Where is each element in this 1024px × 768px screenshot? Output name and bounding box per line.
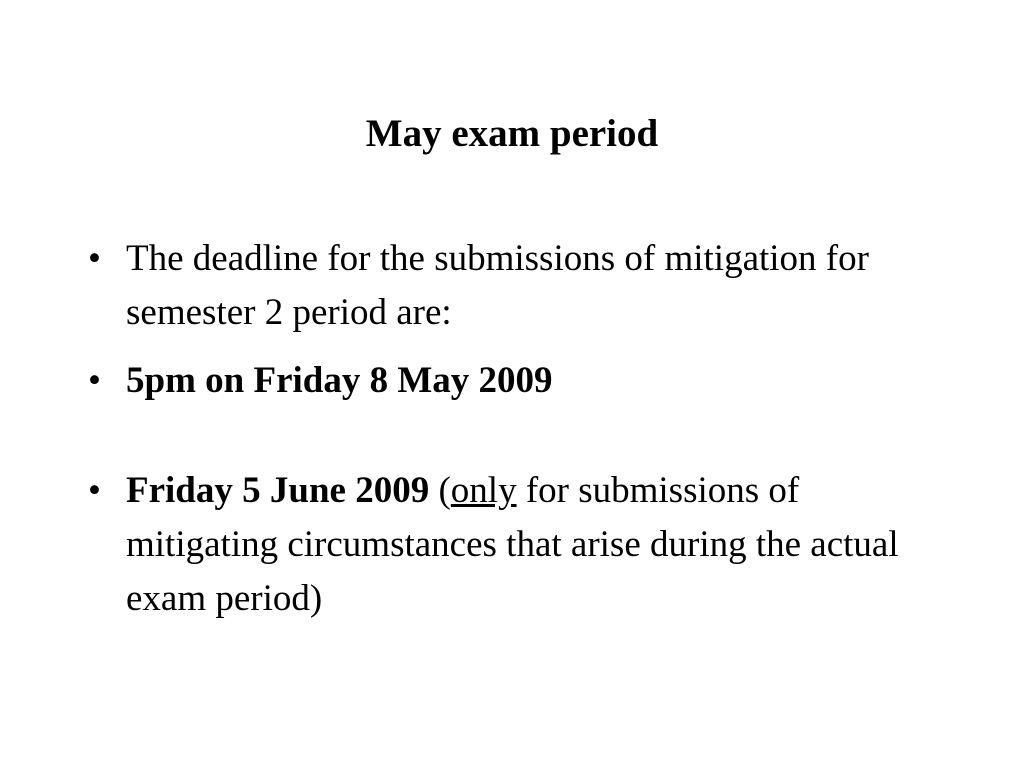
bullet-text: The deadline for the submissions of mitigation for semester 2 period are: [126, 238, 869, 333]
bullet-item-deadline-intro [88, 232, 948, 340]
bullet-underlined-text: only [450, 470, 517, 511]
bullet-marker: • [88, 238, 101, 279]
bullet-bold-text: 5pm on Friday 8 May 2009 [126, 360, 553, 401]
slide-title: May exam period [365, 112, 659, 155]
bullet-open-paren: ( [429, 470, 451, 511]
bullet-item-second-deadline [88, 464, 948, 626]
bullet-rest-text: for submissions of mitigating circumstances that arise during the actual exam period) [126, 470, 899, 619]
bullet-list [88, 232, 948, 640]
bullet-item-first-deadline [88, 354, 948, 408]
bullet-bold-text: Friday 5 June 2009 [126, 470, 430, 511]
bullet-marker: • [88, 360, 101, 401]
bullet-marker: • [88, 470, 101, 511]
